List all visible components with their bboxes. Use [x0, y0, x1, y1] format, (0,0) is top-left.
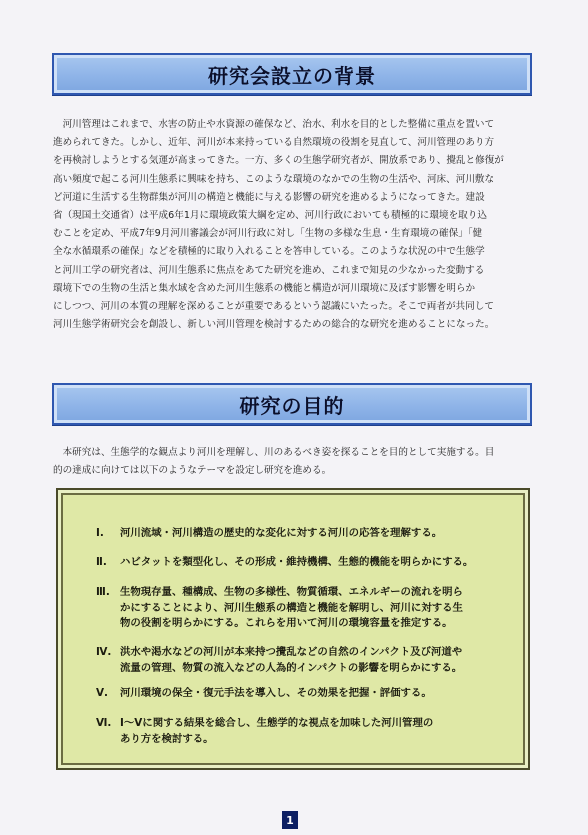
theme-text: 物の役割を明らかにする。これらを用いて河川の環境容量を推定する。: [120, 617, 453, 629]
theme-text: あり方を検討する。: [120, 732, 214, 745]
theme-text: 生物現存量、種構成、生物の多様性、物質循環、エネルギーの流れを明ら: [120, 586, 463, 598]
paragraph-line: 高い頻度で起こる河川生態系に興味を持ち、このような環境のなかでの生物の生活や、河床、河川敷な: [53, 173, 495, 185]
section-title: 研究の目的: [239, 393, 345, 418]
theme-text: 河川環境の保全・復元手法を導入し、その効果を把握・評価する。: [120, 687, 432, 699]
theme-number: Ⅴ.: [96, 687, 108, 699]
theme-text: かにすることにより、河川生態系の構造と機能を解明し、河川に対する生: [120, 601, 463, 614]
theme-text: Ⅰ～Ⅴに関する結果を総合し、生態学的な視点を加味した河川管理の: [120, 717, 434, 729]
purpose-paragraph: [53, 444, 537, 480]
paragraph-line: 本研究は、生態学的な観点より河川を理解し、川のあるべき姿を探ることを目的として実施する。目: [53, 447, 495, 458]
paragraph-line: と河川工学の研究者は、河川生態系に焦点をあてた研究を進め、これまで知見の少なかった変動する: [53, 264, 485, 276]
theme-number: Ⅰ.: [96, 527, 104, 539]
research-themes-box: [56, 488, 530, 770]
paragraph-line: を再検討しようとする気運が高まってきた。一方、多くの生態学研究者が、開放系であり、攪乱と修復が: [53, 155, 504, 167]
paragraph-line: 省（現国土交通省）は平成6年1月に環境政策大綱を定め、河川行政においても積極的に環境を取り込: [53, 210, 487, 222]
section-title: 研究会設立の背景: [208, 63, 376, 88]
section-header-background: [52, 53, 532, 95]
paragraph-line: ど河道に生活する生物群集が河川の構造と機能に与える影響の研究を進めるようになってきた。建設: [53, 191, 485, 203]
paragraph-line: 環境下での生物の生活と集水域を含めた河川生態系の機能と構造が河川環境に及ぼす影響を明らか: [53, 282, 476, 294]
theme-number: Ⅲ.: [96, 586, 110, 598]
paragraph-line: にしつつ、河川の本質の理解を深めることが重要であるという認識にいたった。そこで両者が共同して: [53, 301, 494, 313]
theme-text: 流量の管理、物質の流入などの人為的インパクトの影響を明らかにする。: [120, 661, 463, 674]
paragraph-line: 全な水循環系の確保」などを積極的に取り入れることを答申している。このような状況の中で生態学: [53, 246, 485, 258]
theme-text: 洪水や渇水などの河川が本来持つ攪乱などの自然のインパクト及び河道や: [120, 646, 463, 658]
theme-number: Ⅱ.: [96, 556, 107, 568]
theme-number: Ⅵ.: [96, 717, 112, 729]
theme-text: 河川流域・河川構造の歴史的な変化に対する河川の応答を理解する。: [120, 527, 443, 539]
theme-number: Ⅳ.: [96, 646, 112, 658]
paragraph-line: 的の達成に向けては以下のようなテーマを設定し研究を進める。: [53, 465, 332, 477]
section-header-purpose: [52, 383, 532, 425]
theme-text: ハビタットを類型化し、その形成・維持機構、生態的機能を明らかにする。: [120, 556, 474, 568]
paragraph-line: 河川管理はこれまで、水害の防止や水資源の確保など、治水、利水を目的とした整備に重点を置いて: [53, 119, 495, 130]
paragraph-line: むことを定め、平成7年9月河川審議会が河川行政に対し「生物の多様な生息・生育環境の確保」「健: [53, 228, 483, 240]
page-number: 1: [282, 811, 298, 829]
paragraph-line: 進められてきた。しかし、近年、河川が本来持っている自然環境の役割を見直して、河川管理のあり方: [53, 137, 495, 149]
background-paragraph: [53, 116, 537, 334]
paragraph-line: 河川生態学術研究会を創設し、新しい河川管理を検討するための総合的な研究を進めることになった。: [53, 319, 495, 331]
